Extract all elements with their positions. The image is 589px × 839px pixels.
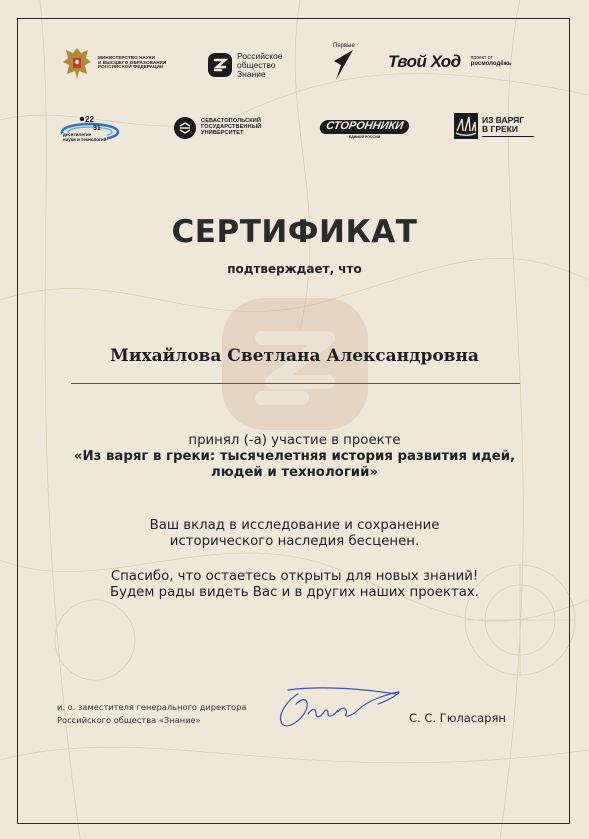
coat-of-arms-icon	[60, 44, 94, 82]
znanie-line-2: общество	[237, 59, 276, 70]
signer-name: С. С. Гюласарян	[409, 711, 506, 725]
ministry-line-3: РОССИЙСКОЙ ФЕДЕРАЦИИ	[98, 64, 164, 70]
storonniki-label: СТОРОННИКИ	[319, 120, 410, 134]
decade-year-start: 22	[85, 115, 94, 124]
tvoy-hod-logo	[388, 53, 512, 71]
decade-line-2: науки и технологий	[63, 136, 107, 142]
znanie-icon	[208, 53, 232, 77]
storonniki-sub: ЕДИНОЙ РОССИИ	[348, 134, 381, 139]
project-title-line-2: людей и технологий»	[211, 465, 378, 480]
pervye-logo	[333, 43, 355, 81]
contribution-line-1: Ваш вклад в исследование и сохранение	[149, 518, 440, 533]
handwritten-signature	[268, 684, 403, 732]
signer-role-line-1: и. о. заместителя генерального директора	[57, 702, 247, 712]
varyag-line-2: В ГРЕКИ	[482, 123, 518, 134]
decade-logo	[60, 113, 120, 145]
tvoy-hod-sub-1: проект от	[470, 55, 493, 62]
tvoy-hod-label: Твой Ход	[388, 52, 461, 71]
storonniki-logo	[320, 120, 409, 139]
certificate-subtitle: подтверждает, что	[227, 262, 362, 276]
recipient-underline	[71, 383, 520, 384]
znanie-line-1: Российское	[237, 51, 283, 61]
project-title-line-1: «Из варяг в греки: тысячелетняя история развития идей,	[73, 449, 516, 464]
varyag-ship-icon	[454, 113, 478, 139]
varyag-line-1: ИЗ ВАРЯГ	[482, 114, 525, 125]
signer-role	[57, 701, 246, 727]
sevgu-line-2: ГОСУДАРСТВЕННЫЙ	[201, 124, 262, 131]
varyag-logo	[454, 113, 534, 139]
decade-year-end: 31	[93, 125, 101, 132]
signer-role-line-2: Российского общества «Знание»	[57, 715, 201, 725]
decade-line-1: десятилетие	[63, 132, 92, 137]
recipient-name: Михайлова Светлана Александровна	[110, 346, 479, 366]
tvoy-hod-sub-2: росмолодёжь	[470, 61, 512, 68]
znanie-logo	[208, 52, 283, 79]
thanks-line-1: Спасибо, что остаетесь открыты для новых знаний!	[110, 569, 479, 584]
varyag-underline	[482, 136, 534, 137]
pervye-arrow-icon	[333, 49, 355, 81]
znanie-line-3: Знание	[237, 68, 266, 79]
participation-text: принял (-а) участие в проекте	[188, 433, 401, 448]
sevgu-emblem-icon	[174, 117, 196, 139]
certificate-title: СЕРТИФИКАТ	[171, 214, 418, 250]
contribution-line-2: исторического наследия бесценен.	[169, 534, 420, 549]
sevgu-line-3: УНИВЕРСИТЕТ	[201, 129, 244, 136]
ministry-line-2: И ВЫСШЕГО ОБРАЗОВАНИЯ	[98, 59, 167, 65]
sevgu-line-1: СЕВАСТОПОЛЬСКИЙ	[201, 118, 261, 125]
ministry-line-1: МИНИСТЕРСТВО НАУКИ	[98, 54, 156, 60]
thanks-line-2: Будем рады видеть Вас и в других наших проектах.	[110, 585, 479, 600]
ministry-logo	[60, 44, 166, 82]
pervye-label: Первые	[333, 43, 355, 49]
sevgu-logo	[174, 117, 261, 139]
